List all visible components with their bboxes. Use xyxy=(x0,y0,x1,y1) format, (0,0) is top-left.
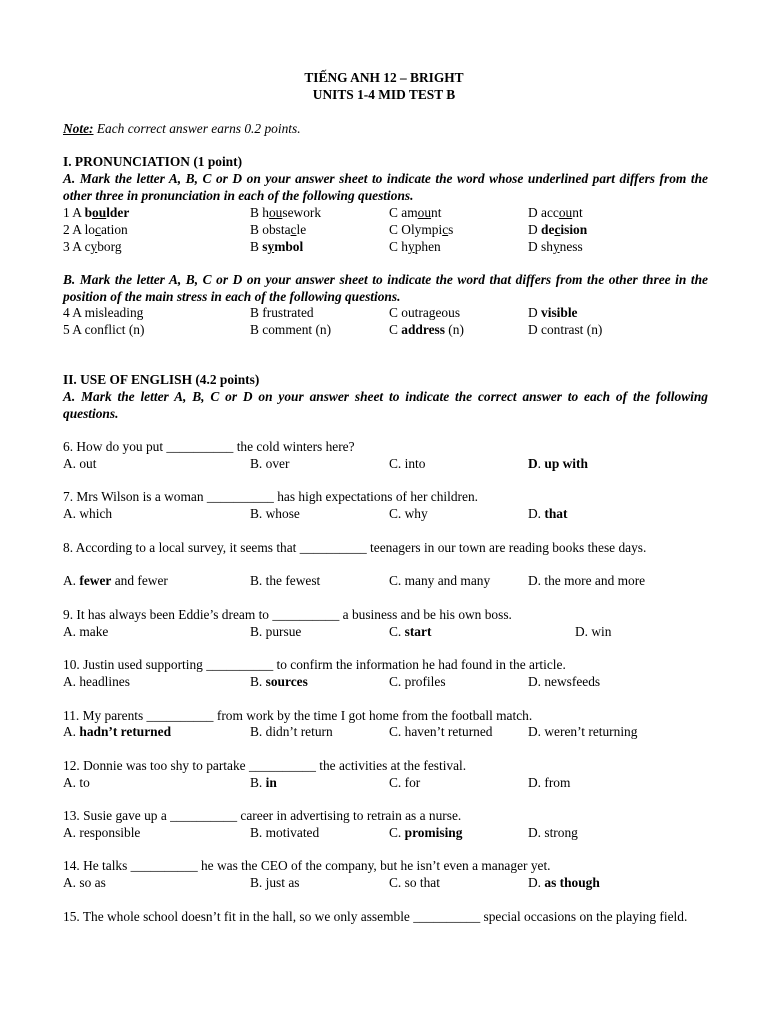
q12-option-c: C. for xyxy=(389,775,421,790)
stress-5a: 5 A conflict (n) xyxy=(63,322,145,337)
pron-2b-underline: c xyxy=(290,222,297,237)
q10-option-a: A. headlines xyxy=(63,674,130,689)
pron-3a-post: borg xyxy=(97,239,122,254)
pron-2d-underline: c xyxy=(554,222,561,237)
q12-option-a: A. to xyxy=(63,775,90,790)
question-6-stem: 6. How do you put __________ the cold winters here? xyxy=(63,439,355,454)
pron-2c-post: s xyxy=(448,222,454,237)
q6-option-a: A. out xyxy=(63,456,97,471)
q11-a-answer: hadn’t returned xyxy=(79,724,172,739)
pron-2b xyxy=(250,222,306,239)
q14-option-d xyxy=(528,875,600,892)
q13-option-c xyxy=(389,825,462,842)
pron-2c-underline: c xyxy=(442,222,449,237)
stress-5c-answer: address xyxy=(401,322,445,337)
stress-4d-pre: D xyxy=(528,305,542,320)
section2-heading: II. USE OF ENGLISH (4.2 points) xyxy=(63,372,260,387)
pron-2b-post: le xyxy=(296,222,307,237)
q6-d-letter: D xyxy=(528,456,538,471)
question-8-stem: 8. According to a local survey, it seems that __________ teenagers in our town are reading books these days. xyxy=(63,540,647,555)
question-13-stem: 13. Susie gave up a __________ career in advertising to retrain as a nurse. xyxy=(63,808,462,823)
pron-1c-underline: ou xyxy=(417,205,432,220)
section1-heading: I. PRONUNCIATION (1 point) xyxy=(63,154,243,169)
pron-1c-pre: C am xyxy=(389,205,418,220)
pron-2a-underline: c xyxy=(95,222,101,237)
note xyxy=(63,121,708,138)
q12-option-d: D. from xyxy=(528,775,571,790)
pron-3b-bold2: mbol xyxy=(274,239,304,254)
note-text: Each correct answer earns 0.2 points. xyxy=(93,121,301,136)
q14-option-b: B. just as xyxy=(250,875,300,890)
pron-1a-bold2: lder xyxy=(106,205,130,220)
pron-2c xyxy=(389,222,453,239)
q10-b-answer: sources xyxy=(265,674,308,689)
q13-option-a: A. responsible xyxy=(63,825,141,840)
q8-a-pre: A. xyxy=(63,573,80,588)
stress-4c: C outrageous xyxy=(389,305,461,320)
pron-2b-pre: B obsta xyxy=(250,222,291,237)
q13-option-d: D. strong xyxy=(528,825,578,840)
q14-option-c: C. so that xyxy=(389,875,440,890)
pron-1d-post: nt xyxy=(572,205,583,220)
stress-4a: 4 A misleading xyxy=(63,305,144,320)
question-7-stem: 7. Mrs Wilson is a woman __________ has high expectations of her children. xyxy=(63,489,478,504)
q10-option-c: C. profiles xyxy=(389,674,446,689)
q6-d-sep: . xyxy=(537,456,545,471)
pron-1c-post: nt xyxy=(431,205,442,220)
pron-1a-bold1: b xyxy=(84,205,93,220)
pron-2d xyxy=(528,222,587,239)
q13-option-b: B. motivated xyxy=(250,825,320,840)
q8-a-post: and fewer xyxy=(111,573,168,588)
pron-2c-pre: C Olympi xyxy=(389,222,443,237)
q6-d-answer: up with xyxy=(544,456,588,471)
pron-1c xyxy=(389,205,441,222)
question-11-stem: 11. My parents __________ from work by the time I got home from the football match. xyxy=(63,708,533,723)
pron-3c-pre: C h xyxy=(389,239,408,254)
pron-3d-post: ness xyxy=(559,239,583,254)
pron-1a-underline: ou xyxy=(92,205,107,220)
q9-c-pre: C. xyxy=(389,624,405,639)
q7-option-a: A. which xyxy=(63,506,113,521)
q11-option-c: C. haven’t returned xyxy=(389,724,493,739)
pron-1b-underline: ou xyxy=(268,205,283,220)
q9-option-b: B. pursue xyxy=(250,624,302,639)
q9-option-a: A. make xyxy=(63,624,109,639)
q8-option-d: D. the more and more xyxy=(528,573,646,588)
q12-option-b xyxy=(250,775,277,792)
q11-option-b: B. didn’t return xyxy=(250,724,333,739)
pron-3d-underline: y xyxy=(552,239,560,254)
q9-option-d: D. win xyxy=(575,624,612,639)
question-15-stem: 15. The whole school doesn’t fit in the hall, so we only assemble __________ special occasions on the playing field. xyxy=(63,909,688,924)
stress-4b: B frustrated xyxy=(250,305,314,320)
pron-3d xyxy=(528,239,583,256)
question-12-stem: 12. Donnie was too shy to partake __________ the activities at the festival. xyxy=(63,758,467,773)
q13-c-pre: C. xyxy=(389,825,405,840)
stress-4d xyxy=(528,305,578,322)
section1-partA-instruction: A. Mark the letter A, B, C or D on your answer sheet to indicate the word whose underlined part differs from the other three in pronunciation in each of the following questions. xyxy=(63,171,708,203)
q10-b-pre: B. xyxy=(250,674,266,689)
q8-a-answer: fewer xyxy=(79,573,112,588)
pron-3b-underline: y xyxy=(267,239,275,254)
q6-option-c: C. into xyxy=(389,456,426,471)
pron-1b-post: sework xyxy=(282,205,322,220)
q11-a-pre: A. xyxy=(63,724,80,739)
pron-3a-pre: 3 A c xyxy=(63,239,91,254)
stress-5d: D contrast (n) xyxy=(528,322,603,337)
q7-option-c: C. why xyxy=(389,506,428,521)
pron-1b-pre: B h xyxy=(250,205,269,220)
q14-option-a: A. so as xyxy=(63,875,106,890)
q7-option-b: B. whose xyxy=(250,506,300,521)
pron-3c-underline: y xyxy=(407,239,415,254)
q9-option-c xyxy=(389,624,431,641)
stress-5b: B comment (n) xyxy=(250,322,332,337)
q14-d-answer: as though xyxy=(544,875,600,890)
pron-1d-pre: D acc xyxy=(528,205,559,220)
pron-2a-pre: 2 A lo xyxy=(63,222,95,237)
pron-1a-pre: 1 A xyxy=(63,205,85,220)
q6-option-b: B. over xyxy=(250,456,290,471)
question-10-stem: 10. Justin used supporting __________ to confirm the information he had found in the article. xyxy=(63,657,566,672)
q7-option-d xyxy=(528,506,567,523)
pron-2a xyxy=(63,222,128,239)
q10-option-b xyxy=(250,674,308,691)
pron-3c xyxy=(389,239,441,256)
pron-3c-post: phen xyxy=(414,239,441,254)
section1-partB-instruction: B. Mark the letter A, B, C or D on your answer sheet to indicate the word that differs from the other three in the position of the main stress in each of the following questions. xyxy=(63,272,708,304)
q8-option-b: B. the fewest xyxy=(250,573,321,588)
pron-1a xyxy=(63,205,129,222)
q7-d-answer: that xyxy=(544,506,568,521)
doc-subtitle: UNITS 1-4 MID TEST B xyxy=(312,87,456,102)
pron-3b-pre: B xyxy=(250,239,263,254)
q10-option-d: D. newsfeeds xyxy=(528,674,601,689)
q9-c-answer: start xyxy=(404,624,432,639)
pron-3b xyxy=(250,239,303,256)
q12-b-pre: B. xyxy=(250,775,266,790)
q14-d-pre: D. xyxy=(528,875,545,890)
q7-d-pre: D. xyxy=(528,506,545,521)
pron-1b xyxy=(250,205,321,222)
stress-5c-post: (n) xyxy=(444,322,464,337)
q13-c-answer: promising xyxy=(404,825,463,840)
pron-2d-bold1: de xyxy=(541,222,555,237)
pron-1d-underline: ou xyxy=(558,205,573,220)
pron-3d-pre: D sh xyxy=(528,239,553,254)
q12-b-answer: in xyxy=(265,775,277,790)
pron-3a xyxy=(63,239,122,256)
pron-1d xyxy=(528,205,583,222)
pron-3a-underline: y xyxy=(90,239,98,254)
stress-4d-answer: visible xyxy=(541,305,578,320)
pron-3b-bold1: s xyxy=(262,239,268,254)
stress-5c xyxy=(389,322,464,339)
pron-2d-bold2: ision xyxy=(560,222,588,237)
question-14-stem: 14. He talks __________ he was the CEO of the company, but he isn’t even a manager yet. xyxy=(63,858,551,873)
q6-option-d xyxy=(528,456,588,473)
question-9-stem: 9. It has always been Eddie’s dream to __________ a business and be his own boss. xyxy=(63,607,512,622)
note-label: Note: xyxy=(63,121,94,136)
q11-option-a xyxy=(63,724,171,741)
q11-option-d: D. weren’t returning xyxy=(528,724,638,739)
doc-title: TIẾNG ANH 12 – BRIGHT xyxy=(304,70,464,85)
q8-option-c: C. many and many xyxy=(389,573,491,588)
section2-instruction: A. Mark the letter A, B, C or D on your answer sheet to indicate the correct answer to each of the following questions. xyxy=(63,389,708,421)
pron-2a-post: ation xyxy=(100,222,128,237)
q8-option-a xyxy=(63,573,168,590)
stress-5c-pre: C xyxy=(389,322,402,337)
pron-2d-pre: D xyxy=(528,222,542,237)
